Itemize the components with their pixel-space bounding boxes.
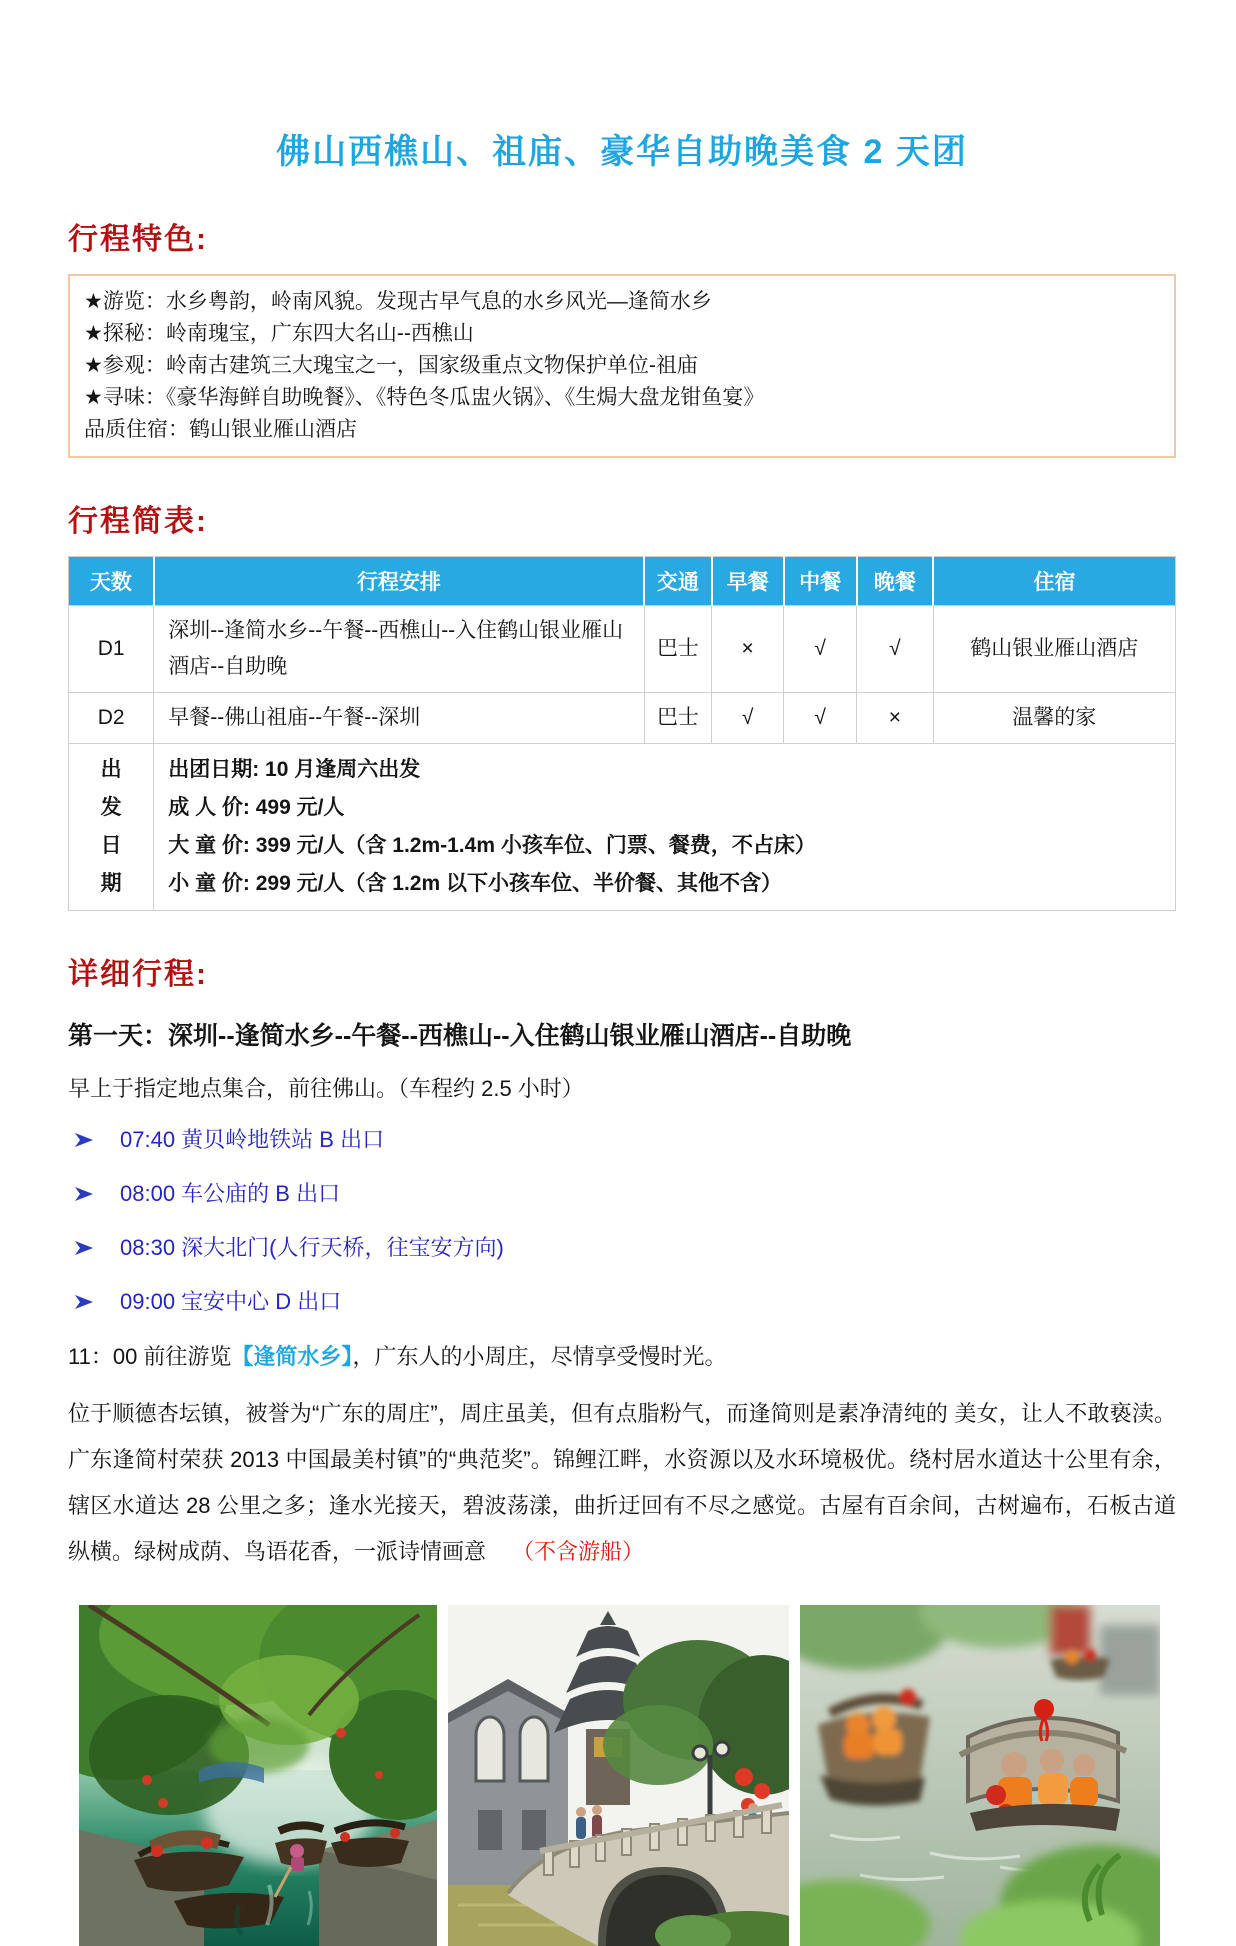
page-title: 佛山西樵山、祖庙、豪华自助晚美食 2 天团 xyxy=(276,133,968,171)
features-heading: 行程特色: xyxy=(68,223,208,256)
departure-date-line: 出团日期: 10 月逢周六出发 xyxy=(168,758,421,781)
pickup-label: 08:00 车公庙的 B 出口 xyxy=(120,1181,341,1206)
pickup-item xyxy=(74,1233,1176,1263)
day1-heading: 第一天：深圳--逢简水乡--午餐--西樵山--入住鹤山银业雁山酒店--自助晚 xyxy=(68,1022,852,1050)
feature-line: ★寻味：《豪华海鲜自助晚餐》、《特色冬瓜盅火锅》、《生焗大盘龙钳鱼宴》 xyxy=(84,386,765,409)
table-row xyxy=(69,606,1176,693)
lunch-cell: √ xyxy=(784,693,857,744)
arrow-bullet-icon xyxy=(74,1240,94,1256)
arrow-bullet-icon xyxy=(74,1294,94,1310)
breakfast-cell: × xyxy=(712,606,784,693)
lunch-cell: √ xyxy=(784,606,857,693)
col-header-itinerary: 行程安排 xyxy=(154,557,644,606)
departure-label xyxy=(69,744,154,911)
col-header-transport: 交通 xyxy=(644,557,712,606)
table-header-row xyxy=(69,557,1176,606)
photo-boat-ride-life-vests xyxy=(800,1605,1160,1946)
visit-highlight: 【逢简水乡】 xyxy=(231,1344,353,1369)
big-child-price-line: 大 童 价: 399 元/人（含 1.2m-1.4m 小孩车位、门票、餐费，不占床） xyxy=(168,834,816,857)
table-row xyxy=(69,693,1176,744)
col-header-breakfast: 早餐 xyxy=(712,557,784,606)
photo-water-town-canal xyxy=(79,1605,437,1946)
summary-table xyxy=(68,556,1176,911)
visit-time-text: 11：00 前往游览 xyxy=(68,1344,232,1369)
departure-label-char: 日 xyxy=(100,834,122,857)
itinerary-cell: 深圳--逢简水乡--午餐--西樵山--入住鹤山银业雁山酒店--自助晚 xyxy=(154,606,644,693)
day-cell: D1 xyxy=(69,606,154,693)
detail-heading: 详细行程: xyxy=(68,958,208,991)
features-box xyxy=(68,274,1176,458)
stay-cell: 温馨的家 xyxy=(933,693,1175,744)
bridge-scene-illustration xyxy=(448,1605,789,1946)
arrow-bullet-icon xyxy=(74,1132,94,1148)
dinner-cell: √ xyxy=(857,606,933,693)
breakfast-cell: √ xyxy=(712,693,784,744)
col-header-dinner: 晚餐 xyxy=(857,557,933,606)
pickup-item xyxy=(74,1287,1176,1317)
feature-line: ★探秘：岭南瑰宝，广东四大名山--西樵山 xyxy=(84,322,474,345)
pickup-label: 07:40 黄贝岭地铁站 B 出口 xyxy=(120,1127,385,1152)
arrow-bullet-icon xyxy=(74,1186,94,1202)
transport-cell: 巴士 xyxy=(644,693,712,744)
photo-stone-bridge-temple xyxy=(448,1605,789,1946)
small-child-price-line: 小 童 价: 299 元/人（含 1.2m 以下小孩车位、半价餐、其他不含） xyxy=(168,872,782,895)
visit-suffix-text: ，广东人的小周庄，尽情享受慢时光。 xyxy=(352,1344,727,1369)
adult-price-line: 成 人 价: 499 元/人 xyxy=(168,796,345,819)
col-header-day: 天数 xyxy=(69,557,154,606)
description-text: 位于顺德杏坛镇，被誉为“广东的周庄”，周庄虽美，但有点脂粉气，而逢简则是素净清纯的 美女，让人不敢亵渎。广东逢简村荣获 2013 中国最美村镇”的“典范奖”。锦鲤江畔，水资源以及水环境极优。绕村居水道达十公里有余，辖区水道达 28 公里之多；逢水光接天，碧波荡漾，曲折迂回有不尽之感觉。古屋有百余间，古树遍布，石板古道纵横。绿树成荫、鸟语花香，一派诗情画意 xyxy=(68,1401,1176,1564)
assembly-line: 早上于指定地点集合，前往佛山。（车程约 2.5 小时） xyxy=(68,1076,584,1101)
departure-label-char: 期 xyxy=(100,872,122,895)
itinerary-cell: 早餐--佛山祖庙--午餐--深圳 xyxy=(154,693,644,744)
day-cell: D2 xyxy=(69,693,154,744)
departure-label-char: 发 xyxy=(100,796,122,819)
visit-line xyxy=(68,1341,1176,1373)
departure-row xyxy=(69,744,1176,911)
col-header-lunch: 中餐 xyxy=(784,557,857,606)
photo-strip xyxy=(79,1605,1176,1946)
boat-ride-illustration xyxy=(800,1605,1160,1946)
pickup-label: 08:30 深大北门(人行天桥，往宝安方向) xyxy=(120,1235,504,1260)
pickup-label: 09:00 宝安中心 D 出口 xyxy=(120,1289,342,1314)
dinner-cell: × xyxy=(857,693,933,744)
transport-cell: 巴士 xyxy=(644,606,712,693)
col-header-stay: 住宿 xyxy=(933,557,1175,606)
description-paragraph xyxy=(68,1391,1176,1575)
canal-scene-illustration xyxy=(79,1605,437,1946)
stay-cell: 鹤山银业雁山酒店 xyxy=(933,606,1175,693)
feature-line: ★参观：岭南古建筑三大瑰宝之一，国家级重点文物保护单位-祖庙 xyxy=(84,354,698,377)
departure-label-char: 出 xyxy=(100,758,122,781)
pickup-item xyxy=(74,1125,1176,1155)
feature-line: ★游览：水乡粤韵，岭南风貌。发现古早气息的水乡风光—逢简水乡 xyxy=(84,290,712,313)
departure-details xyxy=(154,744,1176,911)
pickup-item xyxy=(74,1179,1176,1209)
no-boat-note: （不含游船） xyxy=(512,1539,645,1564)
summary-heading: 行程简表: xyxy=(68,505,208,538)
feature-line: 品质住宿：鹤山银业雁山酒店 xyxy=(84,418,357,441)
